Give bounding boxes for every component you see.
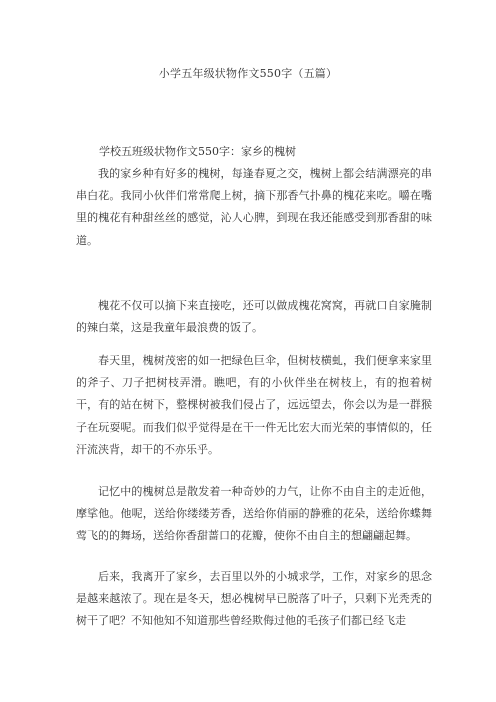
document-title: 小学五年级状物作文550字（五篇） — [158, 67, 338, 80]
paragraph: 春天里，槐树茂密的如一把绿色巨伞，但树枝横虬，我们便拿来家里的斧子、刀子把树枝弄滑。瞧吧，有的小伙伴坐在树枝上，有的抱着树干，有的站在树下，整棵树被我们侵占了，远远望去，你会以为是一群猴子在玩耍呢。而我们似乎觉得是在干一件无比宏大而光荣的事情似的，任汗流浃背，却干的不亦乐乎。 — [76, 354, 432, 456]
paragraph: 我的家乡种有好多的槐树，每逢春夏之交，槐树上都会结满漂亮的串串白花。我同小伙伴们常常爬上树，摘下那香气扑鼻的槐花来吃。嚼在嘴里的槐花有种甜丝丝的感觉，沁人心脾，到现在我还能感受到那香甜的味道。 — [76, 167, 432, 247]
section-heading: 学校五班级状物作文550字：家乡的槐树 — [99, 145, 296, 158]
paragraph: 槐花不仅可以摘下来直接吃，还可以做成槐花窝窝，再就口自家腌制的辣白菜，这是我童年最浪费的饭了。 — [76, 299, 432, 335]
paragraph: 记忆中的槐树总是散发着一种奇妙的力气，让你不由自主的走近他，摩挲他。他呢，送给你缕缕芳香，送给你俏丽的静雅的花朵，送给你蝶舞莺飞的的舞场，送给你香甜蔷口的花瓣，使你不由自主的想翩翩起舞。 — [76, 485, 432, 543]
paragraph: 后来，我离开了家乡，去百里以外的小城求学，工作，对家乡的思念是越来越浓了。现在是冬天，想必槐树早已脱落了叶子，只剩下光秃秃的树干了吧？不知他知不知道那些曾经欺侮过他的毛孩子们都已经飞走 — [76, 570, 432, 628]
